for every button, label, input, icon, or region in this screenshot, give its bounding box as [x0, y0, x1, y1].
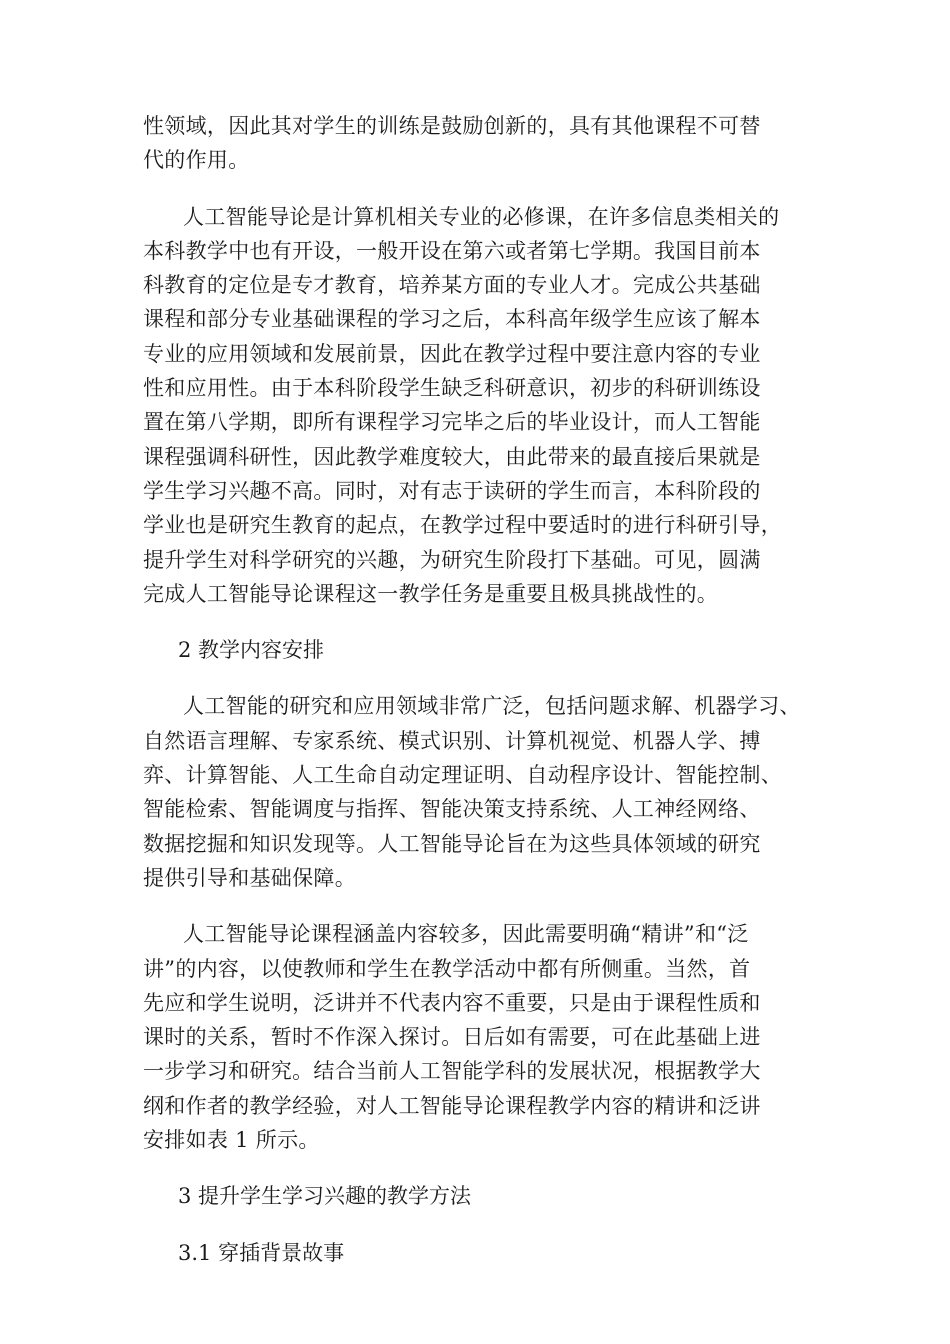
text-line: 人工智能的研究和应用领域非常广泛，包括问题求解、机器学习、: [183, 694, 801, 719]
text-line: 完成人工智能导论课程这一教学任务是重要且极具挑战性的。: [143, 581, 719, 606]
paragraph-research-fields: [143, 689, 813, 895]
text-line: 数据挖掘和知识发现等。人工智能导论旨在为这些具体领域的研究: [143, 831, 761, 856]
text-line: 提升学生对科学研究的兴趣，为研究生阶段打下基础。可见，圆满: [143, 547, 761, 572]
text-line: 纲和作者的教学经验，对人工智能导论课程教学内容的精讲和泛讲: [143, 1093, 761, 1118]
text-line: 先应和学生说明，泛讲并不代表内容不重要，只是由于课程性质和: [143, 990, 761, 1015]
paragraph-continuation: [143, 109, 813, 178]
paragraph-content-arrangement: [143, 917, 813, 1157]
text-line: 课程和部分专业基础课程的学习之后，本科高年级学生应该了解本: [143, 307, 761, 332]
document-body: [143, 109, 813, 1292]
section-heading-3: 3 提升学生学习兴趣的教学方法: [178, 1184, 472, 1209]
text-line: 本科教学中也有开设，一般开设在第六或者第七学期。我国目前本: [143, 238, 761, 263]
text-line: 学业也是研究生教育的起点，在教学过程中要适时的进行科研引导，: [143, 513, 782, 538]
text-line: 讲”的内容，以使教师和学生在教学活动中都有所侧重。当然，首: [143, 956, 751, 981]
text-line: 安排如表 1 所示。: [143, 1128, 320, 1153]
text-line: 弈、计算智能、人工生命自动定理证明、自动程序设计、智能控制、: [143, 763, 782, 788]
text-line: 科教育的定位是专才教育，培养某方面的专业人才。完成公共基础: [143, 273, 761, 298]
text-line: 智能检索、智能调度与指挥、智能决策支持系统、人工神经网络、: [143, 797, 761, 822]
text-line: 课程强调科研性，因此教学难度较大，由此带来的最直接后果就是: [143, 444, 761, 469]
text-line: 性领域，因此其对学生的训练是鼓励创新的，具有其他课程不可替: [143, 114, 761, 138]
text-line: 代的作用。: [143, 148, 250, 173]
text-line: 自然语言理解、专家系统、模式识别、计算机视觉、机器人学、搏: [143, 728, 761, 753]
text-line: 专业的应用领域和发展前景，因此在教学过程中要注意内容的专业: [143, 341, 761, 366]
text-line: 人工智能导论课程涵盖内容较多，因此需要明确“精讲”和“泛: [183, 922, 749, 947]
text-line: 一步学习和研究。结合当前人工智能学科的发展状况，根据教学大: [143, 1059, 761, 1084]
paragraph-course-overview: [143, 200, 813, 612]
text-line: 性和应用性。由于本科阶段学生缺乏科研意识，初步的科研训练设: [143, 376, 761, 401]
text-line: 学生学习兴趣不高。同时，对有志于读研的学生而言，本科阶段的: [143, 478, 761, 503]
text-line: 提供引导和基础保障。: [143, 865, 356, 890]
text-line: 课时的关系，暂时不作深入探讨。日后如有需要，可在此基础上进: [143, 1025, 761, 1050]
subsection-heading-3-1: 3.1 穿插背景故事: [178, 1240, 345, 1265]
text-line: 人工智能导论是计算机相关专业的必修课，在许多信息类相关的: [183, 204, 780, 229]
section-heading-2: 2 教学内容安排: [178, 638, 325, 663]
text-line: 置在第八学期，即所有课程学习完毕之后的毕业设计，而人工智能: [143, 410, 761, 435]
